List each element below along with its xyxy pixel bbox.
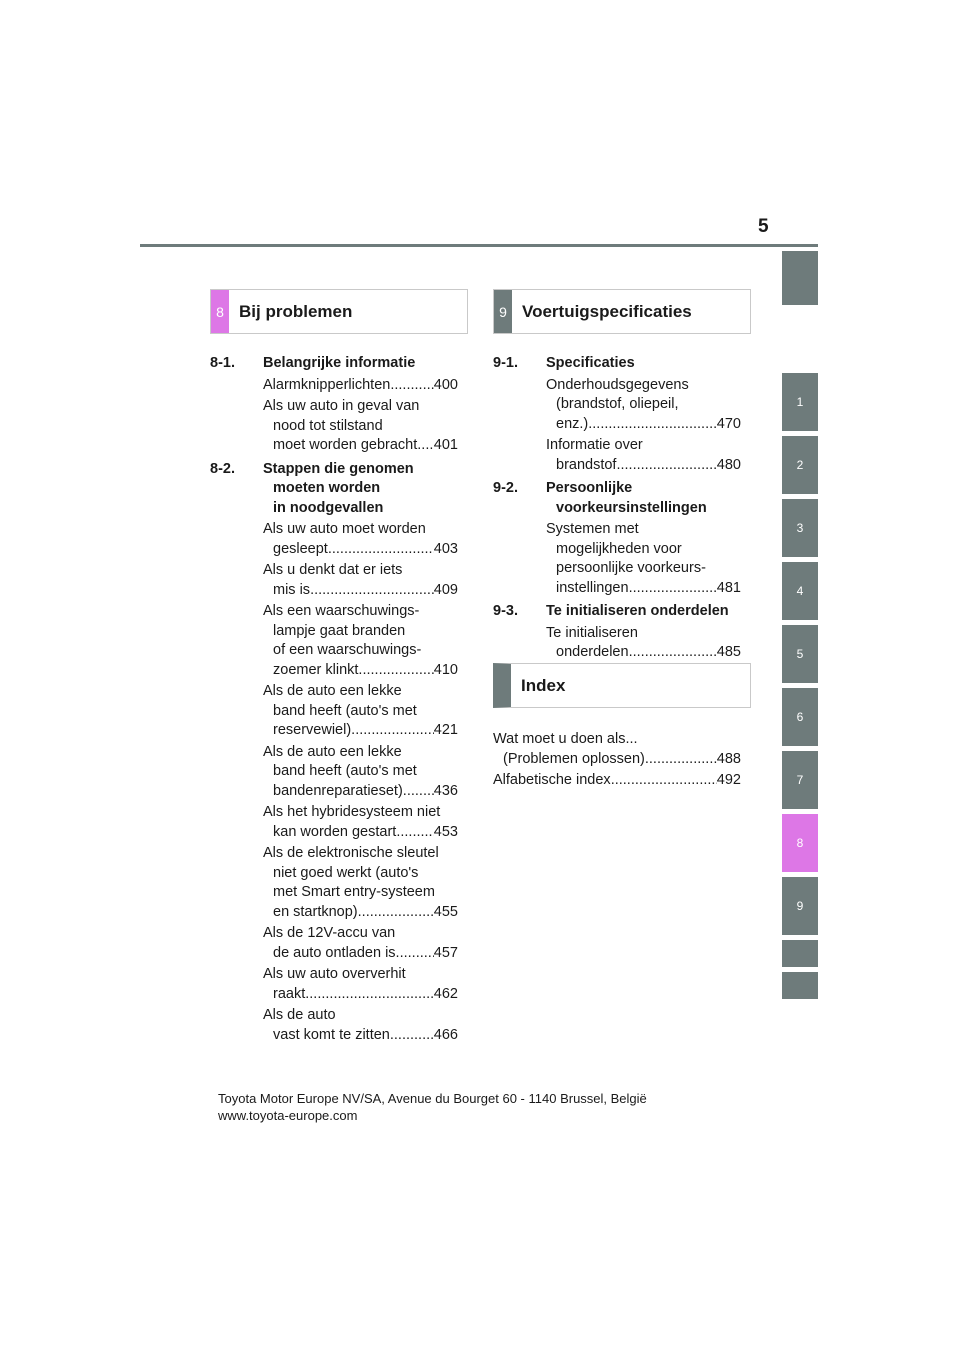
chapter-tab-6[interactable]: 6 — [782, 688, 818, 746]
toc-entry[interactable] — [210, 397, 458, 456]
toc-entry[interactable] — [210, 1006, 458, 1045]
section-header-index — [493, 663, 751, 708]
section-title: Voertuigspecificaties — [522, 302, 692, 321]
toc-entry-text: de auto ontladen is — [273, 944, 396, 961]
toc-entry-text: niet goed werkt (auto's — [273, 864, 419, 881]
chapter-tab-1[interactable]: 1 — [782, 373, 818, 431]
toc-entry-line — [263, 782, 458, 802]
toc-entry-line — [546, 456, 741, 476]
toc-group-title — [493, 354, 741, 374]
toc-entry[interactable] — [210, 561, 458, 600]
toc-right — [493, 350, 741, 663]
toc-page-number: 410 — [433, 661, 458, 678]
toc-page-number: 492 — [716, 772, 741, 788]
toc-leader-dots — [629, 643, 717, 663]
toc-group-title-text: voorkeursinstellingen — [556, 499, 707, 516]
toc-entry-text: Als uw auto moet worden — [263, 521, 426, 537]
toc-group-title-text: Te initialiseren onderdelen — [546, 603, 729, 619]
toc-entry-text: gesleept — [273, 540, 328, 557]
toc-entry-line — [263, 823, 458, 843]
toc-entry-text: vast komt te zitten — [273, 1026, 390, 1043]
toc-leader-dots — [417, 436, 434, 456]
toc-entry[interactable] — [210, 520, 458, 559]
toc-entry-text: brandstof — [556, 456, 617, 473]
toc-entry-line — [263, 436, 458, 456]
chapter-tab-3[interactable]: 3 — [782, 499, 818, 557]
chapter-tab-9[interactable]: 9 — [782, 877, 818, 935]
toc-page-number: 455 — [433, 903, 458, 920]
toc-group-title-text: in noodgevallen — [273, 499, 384, 516]
toc-entry-line — [263, 903, 458, 923]
toc-page-number: 462 — [433, 985, 458, 1002]
toc-entry-text: Als u denkt dat er iets — [263, 562, 403, 578]
toc-page-number: 457 — [433, 944, 458, 961]
toc-left — [210, 350, 458, 1045]
toc-entry-line — [493, 750, 741, 770]
toc-leader-dots — [310, 581, 434, 601]
toc-entry-text: Informatie over — [546, 437, 643, 453]
toc-entry-line — [546, 579, 741, 599]
toc-entry-text: mis is — [273, 581, 311, 598]
toc-entry-line — [263, 661, 458, 681]
toc-entry[interactable] — [210, 965, 458, 1004]
toc-entry-text: (Problemen oplossen) — [503, 750, 645, 767]
toc-entry-text: en startknop) — [273, 903, 358, 920]
toc-entry[interactable] — [210, 844, 458, 922]
toc-entry-text: Alarmknipperlichten — [263, 376, 391, 393]
toc-entry-line — [263, 985, 458, 1005]
toc-entry[interactable] — [493, 376, 741, 435]
toc-group-title-text: Stappen die genomen — [263, 460, 414, 477]
toc-entry-text: Als de auto een lekke — [263, 683, 402, 699]
toc-entry-line — [263, 944, 458, 964]
toc-entry[interactable] — [493, 520, 741, 598]
toc-index — [493, 728, 741, 791]
toc-entry-text: mogelijkheden voor — [556, 540, 682, 557]
toc-page-number: 403 — [433, 540, 458, 557]
toc-entry-text: Alfabetische index — [493, 772, 611, 788]
toc-group-title-text: Specificaties — [546, 355, 635, 371]
chapter-tab-4[interactable]: 4 — [782, 562, 818, 620]
toc-leader-dots — [358, 661, 433, 681]
toc-entry-text: met Smart entry-systeem — [273, 884, 435, 900]
chapter-tab-blank-10[interactable] — [782, 940, 818, 967]
toc-leader-dots — [645, 750, 717, 770]
chapter-tab-5[interactable]: 5 — [782, 625, 818, 683]
toc-leader-dots — [390, 1026, 434, 1046]
toc-entry-text: onderdelen — [556, 644, 629, 660]
toc-page-number: 481 — [716, 579, 741, 596]
toc-leader-dots — [616, 456, 716, 476]
toc-entry[interactable] — [210, 743, 458, 802]
toc-page-number: 400 — [433, 376, 458, 393]
chapter-tab-7[interactable]: 7 — [782, 751, 818, 809]
section-title: Bij problemen — [239, 302, 353, 321]
toc-leader-dots — [390, 376, 433, 396]
toc-page-number: 470 — [716, 415, 741, 432]
index-entry[interactable] — [493, 771, 741, 791]
toc-group-number: 8-1. — [210, 355, 235, 371]
toc-leader-dots — [588, 415, 717, 435]
toc-group-title-text: Persoonlijke — [546, 480, 633, 496]
toc-leader-dots — [403, 782, 434, 802]
chapter-tab-8[interactable]: 8 — [782, 814, 818, 872]
toc-entry-text: Als een waarschuwings- — [263, 603, 420, 619]
chapter-tab-2[interactable]: 2 — [782, 436, 818, 494]
toc-leader-dots — [629, 579, 717, 599]
toc-entry-line — [263, 540, 458, 560]
toc-entry-text: persoonlijke voorkeurs- — [556, 560, 706, 576]
toc-entry-line — [546, 643, 741, 663]
toc-entry-text: zoemer klinkt — [273, 661, 359, 678]
toc-entry-line — [263, 721, 458, 741]
toc-entry-text: moet worden gebracht — [273, 437, 418, 453]
chapter-tab-blank-11[interactable] — [782, 972, 818, 999]
toc-leader-dots — [358, 903, 434, 923]
toc-leader-dots — [351, 721, 434, 741]
chapter-tab-blank-0[interactable] — [782, 251, 818, 305]
toc-entry-line — [263, 1026, 458, 1046]
toc-entry-text: Te initialiseren — [546, 624, 638, 641]
toc-page-number: 480 — [716, 456, 741, 473]
toc-entry-text: band heeft (auto's met — [273, 763, 417, 779]
toc-entry[interactable] — [210, 602, 458, 680]
toc-group-title-text: Belangrijke informatie — [263, 355, 416, 371]
toc-entry-line — [546, 415, 741, 435]
toc-entry-text: Systemen met — [546, 521, 639, 537]
section-header-8 — [210, 289, 468, 334]
toc-page-number: 488 — [716, 750, 741, 767]
toc-entry-text: Als de elektronische sleutel — [263, 845, 439, 861]
toc-entry-text: of een waarschuwings- — [273, 642, 422, 658]
toc-leader-dots — [611, 771, 717, 791]
toc-entry-text: Als de 12V-accu van — [263, 925, 396, 941]
toc-group-number: 9-1. — [493, 355, 518, 371]
toc-entry-text: nood tot stilstand — [273, 417, 383, 434]
toc-entry-text: reservewiel) — [273, 722, 352, 738]
section-header-9 — [493, 289, 751, 334]
toc-entry-line — [263, 376, 458, 396]
toc-entry-text: Onderhoudsgegevens — [546, 376, 689, 393]
toc-entry[interactable] — [210, 682, 458, 741]
toc-entry-text: instellingen — [556, 579, 629, 596]
toc-entry[interactable] — [210, 924, 458, 963]
toc-page-number: 409 — [433, 581, 458, 598]
toc-entry[interactable] — [210, 376, 458, 396]
toc-group-title — [493, 479, 741, 518]
footer-address: Toyota Motor Europe NV/SA, Avenue du Bourget 60 - 1140 Brussel, België — [218, 1091, 647, 1106]
toc-entry-text: Als de auto — [263, 1007, 336, 1023]
toc-group-title-text: moeten worden — [273, 480, 381, 496]
toc-group-title — [493, 602, 741, 622]
footer — [218, 1090, 647, 1124]
toc-group-number: 9-2. — [493, 480, 518, 496]
index-entry[interactable] — [493, 730, 741, 769]
header-rule — [140, 244, 818, 247]
toc-entry-text: Als uw auto oververhit — [263, 966, 406, 982]
toc-entry-text: Als uw auto in geval van — [263, 398, 420, 414]
toc-group-number: 9-3. — [493, 603, 518, 619]
toc-entry-line — [493, 771, 741, 791]
toc-entry-text: lampje gaat branden — [273, 622, 406, 639]
toc-page-number: 453 — [433, 823, 458, 840]
toc-entry[interactable] — [493, 624, 741, 663]
toc-group-title — [210, 354, 458, 374]
toc-entry-text: Wat moet u doen als... — [493, 731, 638, 747]
section-title: Index — [521, 676, 566, 695]
section-number: 8 — [211, 290, 229, 333]
toc-entry-text: (brandstof, oliepeil, — [556, 396, 679, 412]
toc-entry[interactable] — [210, 803, 458, 842]
toc-leader-dots — [305, 985, 434, 1005]
toc-entry-text: band heeft (auto's met — [273, 702, 417, 719]
footer-url[interactable]: www.toyota-europe.com — [218, 1108, 358, 1123]
page-number: 5 — [758, 216, 769, 237]
toc-entry-line — [263, 581, 458, 601]
toc-leader-dots — [396, 944, 434, 964]
section-number: 9 — [494, 290, 512, 333]
toc-leader-dots — [328, 540, 434, 560]
toc-entry[interactable] — [493, 436, 741, 475]
toc-entry-text: bandenreparatieset) — [273, 782, 403, 799]
toc-page-number: 485 — [716, 644, 741, 660]
toc-leader-dots — [396, 823, 433, 843]
toc-group-title — [210, 460, 458, 519]
toc-group-number: 8-2. — [210, 460, 235, 477]
toc-entry-text: Als de auto een lekke — [263, 743, 402, 760]
toc-entry-text: enz.) — [556, 415, 589, 432]
toc-page-number: 436 — [433, 782, 458, 799]
toc-page-number: 466 — [433, 1026, 458, 1043]
toc-entry-text: raakt — [273, 985, 306, 1002]
toc-entry-text: Als het hybridesysteem niet — [263, 804, 441, 820]
toc-page-number: 421 — [433, 722, 458, 738]
toc-page-number: 401 — [433, 437, 458, 453]
toc-entry-text: kan worden gestart — [273, 823, 397, 840]
